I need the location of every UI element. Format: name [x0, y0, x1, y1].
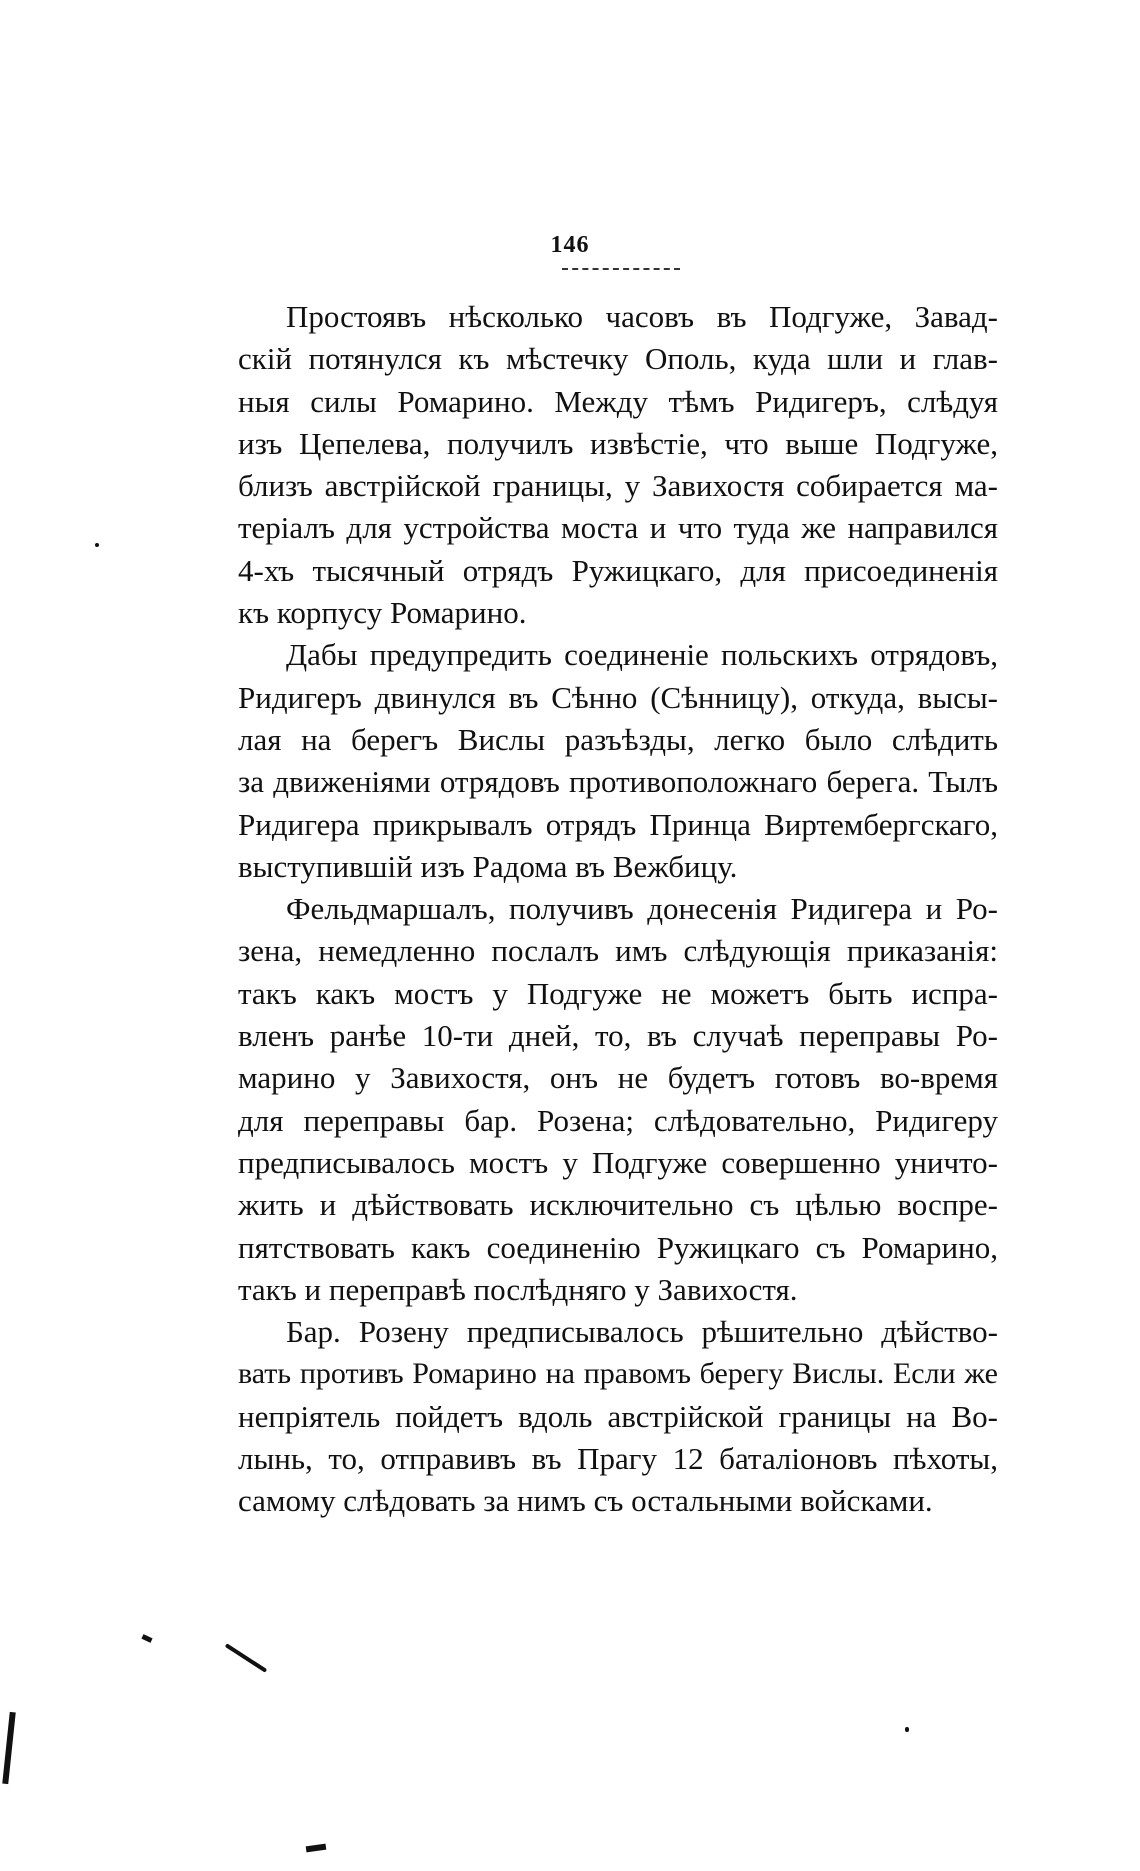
text-line: вать противъ Ромарино на правомъ берегу Вислы. Если же [238, 1357, 998, 1391]
text-line: теріалъ для устройства моста и что туда же направился [238, 510, 998, 546]
text-line: Бар. Розену предписывалось рѣшительно дѣйство- [286, 1314, 998, 1350]
text-line: такъ и переправѣ послѣдняго у Завихостя. [238, 1271, 798, 1307]
text-line: близъ австрійской границы, у Завихостя собирается ма- [238, 468, 998, 504]
scan-speck [905, 1727, 909, 1732]
scan-mark [306, 1844, 327, 1853]
text-line: такъ какъ мостъ у Подгуже не можетъ быть испра- [238, 975, 998, 1011]
text-line: предписывалось мостъ у Подгуже совершенно уничто- [238, 1144, 998, 1180]
body-text [238, 296, 998, 1523]
scan-mark [225, 1643, 267, 1672]
text-line: жить и дѣйствовать исключительно съ цѣлью воспре- [238, 1187, 998, 1223]
text-line: непріятель пойдетъ вдоль австрійской границы на Во- [238, 1398, 998, 1434]
text-line: марино у Завихостя, онъ не будетъ готовъ во-время [238, 1060, 998, 1096]
scan-edge-mark [2, 1712, 15, 1784]
text-line: изъ Цепелева, получилъ извѣстіе, что выше Подгуже, [238, 425, 998, 461]
text-line: вленъ ранѣе 10-ти дней, то, въ случаѣ переправы Ро- [238, 1018, 998, 1054]
text-line: лынь, то, отправивъ въ Прагу 12 баталіоновъ пѣхоты, [238, 1441, 998, 1477]
scan-speck [95, 543, 99, 547]
text-line: скій потянулся къ мѣстечку Ополь, куда шли и глав- [238, 341, 998, 377]
text-line: самому слѣдовать за нимъ съ остальными войсками. [238, 1483, 933, 1519]
text-line: Дабы предупредить соединеніе польскихъ отрядовъ, [286, 637, 998, 673]
text-line: лая на берегъ Вислы разъѣзды, легко было слѣдить [238, 721, 998, 757]
scan-mark [141, 1634, 152, 1643]
page-number: 146 [550, 232, 590, 258]
text-line: къ корпусу Ромарино. [238, 595, 527, 631]
text-line: Простоявъ нѣсколько часовъ въ Подгуже, Завад- [286, 299, 998, 334]
text-line: за движеніями отрядовъ противоположнаго берега. Тылъ [238, 764, 998, 800]
text-line: пятствовать какъ соединенію Ружицкаго съ Ромарино, [238, 1229, 998, 1265]
text-line: ныя силы Ромарино. Между тѣмъ Ридигеръ, слѣдуя [238, 383, 998, 419]
text-line: для переправы бар. Розена; слѣдовательно, Ридигеру [238, 1102, 998, 1138]
page-number-ornament [562, 268, 680, 270]
text-line: выступившій изъ Радома въ Вежбицу. [238, 848, 738, 884]
text-line: Фельдмаршалъ, получивъ донесенія Ридигера и Ро- [286, 891, 998, 927]
text-line: Ридигера прикрывалъ отрядъ Принца Виртембергскаго, [238, 806, 998, 842]
text-line: Ридигеръ двинулся въ Сѣнно (Сѣнницу), откуда, высы- [238, 679, 998, 715]
text-line: зена, немедленно послалъ имъ слѣдующія приказанія: [238, 933, 998, 969]
text-line: 4-хъ тысячный отрядъ Ружицкаго, для присоединенія [238, 552, 998, 588]
